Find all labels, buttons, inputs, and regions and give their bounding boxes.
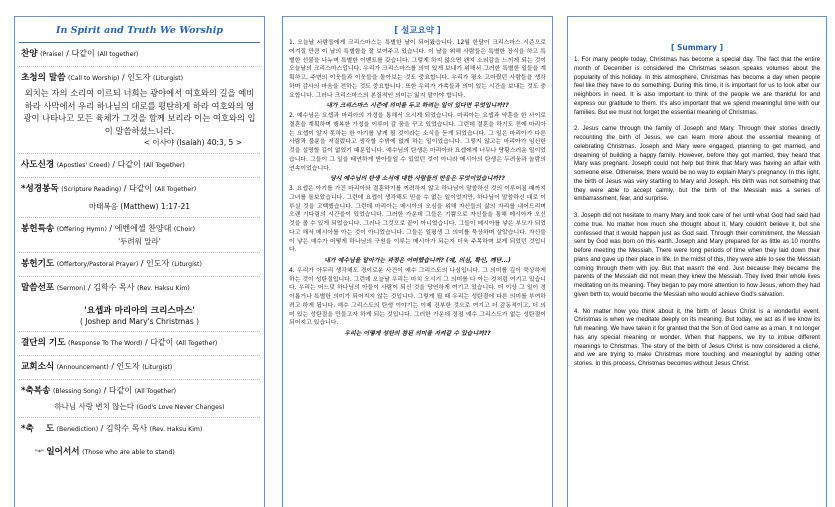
- offertory-role-en: (Liturgist): [171, 261, 202, 268]
- sermon-role-en: (Rev. Haksu Kim): [137, 285, 190, 292]
- english-paragraph-1: 1. For many people today, Christmas has become a special day. The fact that the entire month of December is considered the Christmas season speaks volumes about the popularity of this holiday. In this atmosphere, Christmas has become a day when people feel like they have to do something. During this time, it is important for us to look after our neighbors in need. It is also important to think of the people we are thankful for and express our gratitude to them. It's also important that we spend meaningful time with our families. But we must not forget the essential meaning of Christmas.: [574, 56, 820, 116]
- announce-role-en: (Liturgist): [142, 364, 173, 371]
- standing-note: [15, 441, 264, 464]
- blessing-en: (Blessing Song): [52, 388, 102, 395]
- standing-mark: "*": [35, 449, 44, 456]
- offertory-en: (Offertory/Pastoral Prayer): [56, 261, 139, 268]
- program-title: In Spirit and Truth We Worship: [56, 25, 223, 36]
- summary-paragraph-1: 1. 오늘날 사람들에게 크리스마스는 특별한 날이 되어왔습니다. 12월 한달이 크리스마스 시즌으로 여겨질 만큼 이 날의 특별함을 잘 보여주고 있습니다. 이 날을 위해 사람들은 특별한 장식을 하고 특별한 선물을 나누며 특별한 이벤트를 갖습니다. 그렇게 하지 않으면 왠지 소외감을 느끼게 되는 것이 오늘날의 크리스마스입니다. 우리가 크리스마스를 의미 있게 보내기 위해서 그러한 특별한 일들을 계획하고, 주변의 이웃들과 이웃들을 돌아보는 것도 중요합니다. 우리가 평소 고마웠던 사람들을 생각하며 감사의 마음을 전하는 것도 중요합니다. 또한 우리가 가족들과 의미 있는 시간을 보내는 것도 중요합니다. 그러나 크리스마스의 본질적인 의미는 잃지 말아야 합니다.: [289, 40, 546, 99]
- hymn-label: 봉헌특송: [21, 224, 55, 234]
- benediction-role: 김학수 목사: [105, 424, 148, 433]
- scripture-role-en: (All Together): [154, 186, 197, 193]
- response-role-en: (All Together): [175, 340, 218, 347]
- call-label: 초청의 말씀: [21, 73, 66, 83]
- hymn-role-en: (Choir): [173, 226, 195, 233]
- scripture-label: *성경봉독: [21, 184, 59, 194]
- question-4: 우리는 어떻게 성탄의 참된 의미를 지켜갈 수 있습니까??: [344, 331, 491, 338]
- item-blessing-song: *축복송 (Blessing Song) / 다같이 (All Together) 하나님 사랑 변치 않는다 (God's Love Never Changes): [21, 386, 225, 411]
- sermon-label: 말씀선포: [21, 283, 55, 293]
- item-sermon: 말씀선포 (Sermon) / 김학수 목사 (Rev. Haksu Kim) '요셉과 마리아의 크리스마스' ( Joshep and Mary's Christmas ): [15, 277, 264, 331]
- english-paragraph-4: 4. No matter how you think about it, the birth of Jesus Christ is a wonderful event. Christmas is when we meditate deeply on its meaning. But today, we act as if we know its full meaning. We have taken it for granted that the Son of God came as a man. It no longer has any special meaning or wonder. When that happens, we try to imbue different meanings to Christmas. The story of the birth of Jesus Christ is now considered a cliché, and we are trying to make Christmas more touching and meaningful by adding other stories. In this process, Christmas becomes without Jesus Christ.: [574, 307, 820, 367]
- benediction-en: (Benediction): [56, 426, 99, 433]
- sermon-en: (Sermon): [56, 285, 86, 292]
- scripture-reference: 마태복음 (Matthew) 1:17-21: [88, 202, 191, 211]
- question-1: 내가 크리스마스 시즌에 의미를 두고 하려는 일이 있다면 무엇입니까??: [326, 103, 509, 110]
- english-paragraph-2: 2. Jesus came through the family of Joseph and Mary. Through their stories directly recounting the birth of Jesus, we can learn more about the essential meaning of celebrating Christmas. Joseph and Mary were engaged, planning to get married, and dreaming of building a happy family. However, before they got married, they heard that Mary was pregnant. Joseph could not help but think that Mary was having an affair with someone else. Otherwise, there would be no way to explain Mary's pregnancy. In this light, the birth of Jesus was very startling to Mary and Joseph. His birth was not something that they were able to accept calmly, but the birth of the Messiah was a series of embarrassment, fear, and surprise.: [574, 125, 820, 203]
- call-en: (Call to Worship): [68, 75, 120, 82]
- item-call-to-worship: 초청의 말씀 (Call to Worship) / 인도자 (Liturgist) 외치는 자의 소리여 이르되 너희는 광야에서 여호와의 길을 예비하라 사막에서 우리 하나님의 대로를 평탄하게 하라 여호와의 영광이 나타나고 모든 육체가 그것을 함께 보리라 이는 여호와의 입이 말씀하셨느니라. < 이사야 (Isaiah) 40:3, 5 >: [15, 67, 264, 153]
- praise-role-en: (All together): [97, 51, 139, 58]
- call-text: 외치는 자의 소리여 이르되 너희는 광야에서 여호와의 길을 예비하라 사막에서 우리 하나님의 대로를 평탄하게 하라 여호와의 영광이 나타나고 모든 육체가 그것을 함께 보리라 이는 여호와의 입이 말씀하셨느니라.: [23, 88, 256, 136]
- blessing-title-en: (God's Love Never Changes): [136, 404, 225, 411]
- item-offertory: 봉헌기도 (Offertory/Pastoral Prayer) / 인도자 (Liturgist): [21, 259, 202, 269]
- praise-label: 찬양: [21, 49, 38, 59]
- english-summary-panel: [567, 16, 827, 507]
- benediction-role-en: (Rev. Haksu Kim): [149, 426, 203, 433]
- blessing-label: *축복송: [21, 386, 51, 396]
- creed-role: 다같이: [117, 160, 141, 169]
- sermon-title-en: ( Joshep and Mary's Christmas ): [79, 317, 200, 326]
- item-praise: 찬양 (Praise) / 다같이 (All together): [21, 49, 139, 59]
- item-offering-hymn: 봉헌특송 (Offering Hymn) / 에벤에셀 찬양대 (Choir) '두려워 말라': [15, 218, 264, 252]
- item-announcement: 교회소식 (Announcement) / 인도자 (Liturgist): [21, 362, 173, 372]
- blessing-title: 하나님 사랑 변치 않는다: [54, 402, 135, 411]
- benediction-label: *축 도: [21, 424, 55, 434]
- summary-paragraph-3: 3. 요셉은 아기를 가진 마리아와 결혼하기를 꺼려하지 않고 하나님이 말씀하신 것의 이루어짐 때까지 그녀를 돌보았습니다. 그런데 요셉이 생각해도 믿을 수 없는 일이었지만, 하나님이 말씀하신 대로 이루실 것을 고백했습니다. 그런데 마리아는 메시아의 오심을 위해 자신들의 삶의 자리를 내어드리며 오랜 기다림의 시간들이 있었습니다. 그러한 가운데 그들은 기쁨으로 자신들을 통해 메시아가 오신 것을 볼 수 있게 되었습니다. 그러나 그것으로 끝이 아니었습니다. 그들이 메시아를 낳은 부모가 되었다고 해서 메시아를 아는 것이 아니었습니다. 그들은 일평생 그 의미를 묵상하며 살았습니다. 자신들이 낳은 예수가 어떻게 하나님의 구원을 이루는 메시아가 되는지 더욱 주목하며 보게 되었던 것입니다.: [289, 186, 546, 254]
- call-role-en: (Liturgist): [152, 75, 184, 82]
- item-benediction: *축 도 (Benediction) / 김학수 목사 (Rev. Haksu Kim): [21, 424, 203, 434]
- blessing-role: 다같이: [108, 386, 133, 395]
- english-summary-body: [574, 56, 820, 369]
- praise-role: 다같이: [71, 49, 95, 58]
- offertory-label: 봉헌기도: [21, 259, 55, 269]
- call-reference: < 이사야 (Isaiah) 40:3, 5 >: [143, 138, 242, 147]
- announce-en: (Announcement): [56, 364, 109, 371]
- announce-role: 인도자: [116, 362, 140, 371]
- item-creed: 사도신경 (Apostles' Creed) / 다같이 (All Together): [21, 160, 185, 170]
- standing-en: (Those who are able to stand): [82, 449, 175, 456]
- standing-label: 일어서서: [46, 447, 80, 457]
- creed-role-en: (All Together): [143, 162, 185, 169]
- offertory-role: 인도자: [146, 259, 170, 268]
- question-3: 내가 예수님을 알아가는 과정은 어떠했습니까? (예, 의심, 확신, 깨닫...): [324, 258, 511, 265]
- response-en: (Response To The Word): [68, 340, 143, 347]
- hymn-role: 에벤에셀 찬양대: [114, 224, 172, 233]
- korean-summary-panel: [282, 16, 553, 507]
- scripture-role: 다같이: [129, 184, 153, 193]
- english-summary-title: [ Summary ]: [670, 43, 724, 52]
- hymn-en: (Offering Hymn): [56, 226, 107, 233]
- summary-paragraph-4: 4. 우리가 아무리 생각해도 경이로운 사건이 예수 그리스도의 나심입니다. 그 의미를 깊이 묵상하게 하는 것이 성탄절입니다. 그런데 오늘날 우리는 마치 오시기 그 의미를 다 아는 것처럼 여기고 있습니다. 우리는 어느덧 하나님의 아들이 사람이 되신 것을 당연하게 여기고 있습니다. 더 이상 그 일이 경이롭거나 특별한 의미가 되어지지 않는 것입니다. 그렇게 될 때 우리는 성탄절에 다른 의미를 부여하려고 하게 됩니다. 예수 그리스도의 탄생 이야기는 이제 진부한 것으로 여기고 더 감동적이고, 더 의미 있는 성탄절을 만들고자 하게 되는 것입니다. 그러한 가운데 정점 예수 그리스도가 없는 성탄절이 되어지고 있습니다.: [289, 267, 546, 327]
- blessing-role-en: (All Together): [134, 388, 177, 395]
- item-response: 결단의 기도 (Response To The Word) / 다같이 (All Together): [21, 338, 218, 348]
- sermon-title: '요셉과 마리아의 크리스마스': [84, 306, 195, 316]
- worship-order-panel: [14, 16, 265, 507]
- korean-summary-body: [289, 39, 546, 339]
- praise-en: (Praise): [40, 51, 64, 58]
- question-2: 당시 예수님의 탄생 소식에 대한 사람들의 반응은 무엇이었습니까??: [330, 176, 505, 183]
- response-role: 다같이: [150, 338, 174, 347]
- item-scripture: *성경봉독 (Scripture Reading) / 다같이 (All Together) 마태복음 (Matthew) 1:17-21: [15, 178, 264, 217]
- creed-label: 사도신경: [21, 160, 55, 170]
- hymn-title: '두려워 말라': [118, 237, 161, 246]
- creed-en: (Apostles' Creed): [56, 162, 110, 169]
- summary-paragraph-2: 2. 예수님은 요셉과 마리아의 가정을 통해서 오시게 되었습니다. 마리아는 요셉과 약혼을 한 사이로 결혼을 계획하며 행복한 가정을 이루어 갈 꿈을 꾸고 있었습니다. 그런데 결혼을 하기도 전에 마리아는 요셉이 알지 못하는 한 아기를 낳게 될 것이라는 소식을 듣게 되었습니다. 그 일은 마리아가 다른 사람과 불륜을 저질렀다고 생각할 수밖에 없게 하는 일이었습니다. 그렇지 않고는 마리아가 임신한 것을 설명할 길이 없었기 때문입니다. 예수님의 탄생은 마리아와 요셉에게 너무나 당황스러운 일이었습니다. 그들이 그 일을 태연하게 받아들일 수 있었던 것이 아니라 메시아의 탄생은 두려움과 놀람의 연속이었습니다.: [289, 113, 546, 172]
- call-role: 인도자: [127, 73, 151, 82]
- english-paragraph-3: 3. Joseph did not hesitate to marry Mary and took care of her until what God had said had come true. No matter how much she thought about it, Mary couldn't believe it, but she confessed that it would happen just as God said. Through their commitment, the Messiah sent by God was born on this earth. Joseph and Mary prepared for as little as 10 months before meeting the Messiah. There were long periods of time when they laid down their plans and gave up their place in life. In the midst of this, they were able to see the Messiah coming through them with joy. But that wasn't the end. Just because they became the parents of the Messiah did not mean they knew the Messiah. They lived their whole lives meditating on its meaning. They began to pay more attention to how Jesus, whom they had given birth to, would become the Messiah who would achieve God's salvation.: [574, 212, 820, 298]
- sermon-role: 김학수 목사: [93, 283, 135, 292]
- announce-label: 교회소식: [21, 362, 55, 372]
- response-label: 결단의 기도: [21, 338, 66, 348]
- korean-summary-title: [ 설교요약 ]: [394, 26, 441, 36]
- scripture-en: (Scripture Reading): [61, 186, 122, 193]
